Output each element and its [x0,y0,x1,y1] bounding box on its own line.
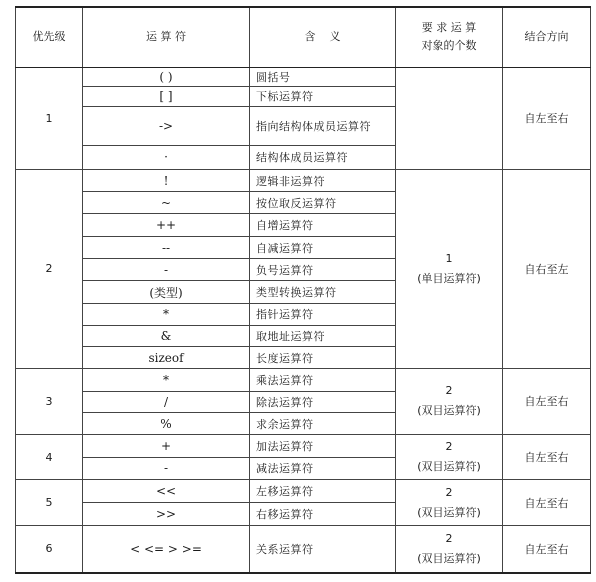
meaning-cell: 乘法运算符 [250,368,396,391]
operator-cell: · [83,145,250,169]
direction-cell: 自左至右 [503,480,591,525]
operand-count-number: 1 [445,251,453,265]
operand-count-number: 2 [445,384,453,398]
operator-cell: -- [83,236,250,259]
operator-cell: < <= > >= [83,525,250,573]
operand-count-number: 2 [445,531,453,545]
operator-cell: ++ [83,214,250,237]
meaning-cell: 长度运算符 [250,347,396,369]
meaning-cell: 类型转换运算符 [250,281,396,304]
meaning-cell: 逻辑非运算符 [250,169,396,192]
meaning-cell: 自减运算符 [250,236,396,259]
header-count-line2: 对象的个数 [421,39,477,53]
meaning-cell: 除法运算符 [250,391,396,413]
operator-cell: ! [83,169,250,192]
operator-precedence-table [15,6,591,574]
meaning-cell: 圆括号 [250,67,396,87]
operator-cell: * [83,303,250,325]
direction-cell: 自左至右 [503,67,591,169]
table-row [16,480,591,503]
operand-count-type: (双目运算符) [417,505,481,519]
operator-cell: * [83,368,250,391]
header-priority: 优先级 [16,7,83,67]
priority-cell: 6 [16,525,83,573]
meaning-cell: 结构体成员运算符 [250,145,396,169]
table-row [16,67,591,87]
header-meaning: 含 义 [250,7,396,67]
table-row [16,169,591,192]
operand-count-cell [396,525,503,573]
header-direction: 结合方向 [503,7,591,67]
operand-count-cell [396,480,503,525]
operand-count-type: (双目运算符) [417,551,481,565]
direction-cell: 自左至右 [503,368,591,434]
meaning-cell: 指针运算符 [250,303,396,325]
operator-cell: ( ) [83,67,250,87]
meaning-cell: 左移运算符 [250,480,396,503]
operator-cell: -> [83,106,250,145]
priority-cell: 4 [16,434,83,479]
header-operand-count [396,7,503,67]
operand-count-number: 2 [445,440,453,454]
table-row [16,525,591,573]
operand-count-cell [396,67,503,169]
operand-count-type: (单目运算符) [417,271,481,285]
priority-cell: 5 [16,480,83,525]
operand-count-type: (双目运算符) [417,404,481,418]
meaning-cell: 自增运算符 [250,214,396,237]
table-row [16,434,591,457]
header-count-line1: 要 求 运 算 [421,21,477,35]
operator-cell: (类型) [83,281,250,304]
table-body [16,67,591,573]
operand-count-cell [396,368,503,434]
operand-count-number: 2 [445,485,453,499]
meaning-cell: 加法运算符 [250,434,396,457]
meaning-cell: 关系运算符 [250,525,396,573]
meaning-cell: 负号运算符 [250,259,396,281]
operand-count-cell [396,434,503,479]
meaning-cell: 下标运算符 [250,87,396,107]
meaning-cell: 求余运算符 [250,413,396,435]
header-operator: 运 算 符 [83,7,250,67]
meaning-cell: 按位取反运算符 [250,192,396,214]
meaning-cell: 右移运算符 [250,503,396,526]
operator-cell: & [83,325,250,347]
operator-cell: [ ] [83,87,250,107]
operator-cell: / [83,391,250,413]
meaning-cell: 指向结构体成员运算符 [250,106,396,145]
operator-cell: - [83,259,250,281]
operator-cell: sizeof [83,347,250,369]
operator-cell: + [83,434,250,457]
priority-cell: 1 [16,67,83,169]
meaning-cell: 减法运算符 [250,457,396,480]
header-row [16,7,591,67]
operand-count-cell [396,169,503,368]
priority-cell: 2 [16,169,83,368]
operand-count-type: (双目运算符) [417,460,481,474]
table-row [16,368,591,391]
operator-cell: >> [83,503,250,526]
direction-cell: 自左至右 [503,525,591,573]
operator-cell: - [83,457,250,480]
meaning-cell: 取地址运算符 [250,325,396,347]
direction-cell: 自右至左 [503,169,591,368]
operator-cell: % [83,413,250,435]
priority-cell: 3 [16,368,83,434]
operator-cell: ~ [83,192,250,214]
operator-cell: << [83,480,250,503]
direction-cell: 自左至右 [503,434,591,479]
